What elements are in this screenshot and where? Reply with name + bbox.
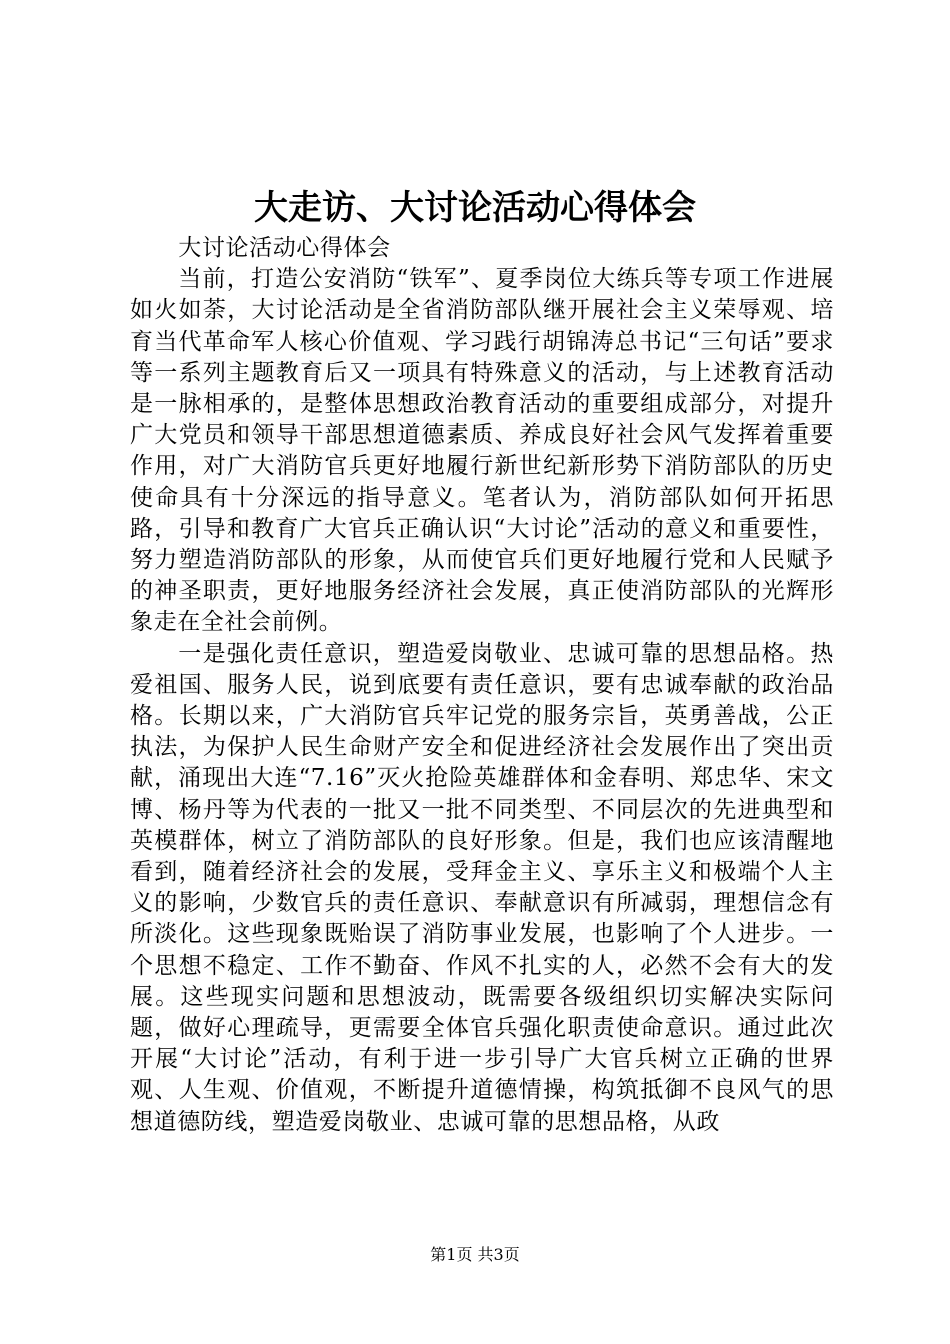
body-paragraph: 当前，打造公安消防“铁军”、夏季岗位大练兵等专项工作进展如火如荼，大讨论活动是全省消防部队继开展社会主义荣辱观、培育当代革命军人核心价值观、学习践行胡锦涛总书记“三句话”要求等一系列主题教育后又一项具有特殊意义的活动，与上述教育活动是一脉相承的，是整体思想政治教育活动的重要组成部分，对提升广大党员和领导干部思想道德素质、养成良好社会风气发挥着重要作用，对广大消防官兵更好地履行新世纪新形势下消防部队的历史使命具有十分深远的指导意义。笔者认为，消防部队如何开拓思路，引导和教育广大官兵正确认识“大讨论”活动的意义和重要性，努力塑造消防部队的形象，从而使官兵们更好地履行党和人民赋予的神圣职责，更好地服务经济社会发展，真正使消防部队的光辉形象走在全社会前例。: [130, 266, 834, 636]
document-title: 大走访、大讨论活动心得体会: [254, 188, 696, 228]
document-body: [130, 233, 834, 1138]
body-paragraph: 一是强化责任意识，塑造爱岗敬业、忠诚可靠的思想品格。热爱祖国、服务人民，说到底要有责任意识，要有忠诚奉献的政治品格。长期以来，广大消防官兵牢记党的服务宗旨，英勇善战，公正执法，为保护人民生命财产安全和促进经济社会发展作出了突出贡献，涌现出大连“7.16”灭火抢险英雄群体和金春明、郑忠华、宋文博、杨丹等为代表的一批又一批不同类型、不同层次的先进典型和英模群体，树立了消防部队的良好形象。但是，我们也应该清醒地看到，随着经济社会的发展，受拜金主义、享乐主义和极端个人主义的影响，少数官兵的责任意识、奉献意识有所减弱，理想信念有所淡化。这些现象既贻误了消防事业发展，也影响了个人进步。一个思想不稳定、工作不勤奋、作风不扎实的人，必然不会有大的发展。这些现实问题和思想波动，既需要各级组织切实解决实际问题，做好心理疏导，更需要全体官兵强化职责使命意识。通过此次开展“大讨论”活动，有利于进一步引导广大官兵树立正确的世界观、人生观、价值观，不断提升道德情操，构筑抵御不良风气的思想道德防线，塑造爱岗敬业、忠诚可靠的思想品格，从政: [130, 640, 834, 1135]
page-footer: 第1页 共3页: [430, 1245, 520, 1264]
subtitle-paragraph: 大讨论活动心得体会: [178, 235, 391, 261]
